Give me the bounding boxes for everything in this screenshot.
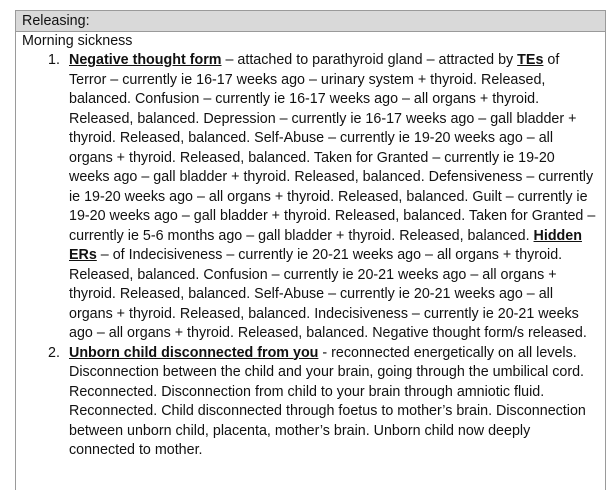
item-text: of Terror – currently ie 16-17 weeks ago – urinary system + thyroid. Released, balanced. Confusion – currently ie 16-17 weeks ago – all organs + thyroid. Released, balanced. Depression – currently ie 16-17 weeks ago – gall bladder + thyroid. Released, balanced. Self-Abuse – currently ie 19-20 weeks ago – all organs + thyroid. Released, balanced. Taken for Granted – currently ie 19-20 weeks ago – gall bladder + thyroid. Released, balanced. Defensiveness – currently ie 19-20 weeks ago – all organs + thyroid. Released, balanced. Guilt – currently ie 19-20 weeks ago – gall bladder + thyroid. Released, balanced. Taken for Granted – currently ie 5-6 months ago – gall bladder + thyroid. Released, balanced. — [69, 52, 596, 244]
item-term: Hidden ERs — [69, 227, 582, 263]
list-number: 2. — [48, 344, 60, 361]
document-table — [15, 10, 606, 490]
item-text: – of Indecisiveness – currently ie 20-21 weeks ago – all organs + thyroid. Released, balanced. Confusion – currently ie 20-21 weeks ago – all organs + thyroid. Released, balanced. Self-Abuse – currently ie 20-21 weeks ago – all organs + thyroid. Released, balanced. Indecisiveness – currently ie 20-21 weeks ago – all organs + thyroid. Released, balanced. Negative thought form/s released. — [69, 247, 587, 341]
item-title: Negative thought form — [69, 52, 222, 68]
item-term: TEs — [517, 52, 544, 68]
item-title: Unborn child disconnected from you — [69, 344, 319, 361]
list-item-2 — [16, 344, 605, 461]
release-list — [16, 51, 605, 461]
item-text: - reconnected energetically on all levels. Disconnection between the child and your brain, going through the umbilical cord. Reconnected. Disconnection from child to your brain through amniotic fluid. Reconnected. Child disconnected through foetus to mother’s brain. Disconnection between unborn child, placenta, mother’s brain. Unborn child now deeply connected to mother. — [69, 344, 586, 458]
list-number: 1. — [48, 52, 60, 68]
list-item-1 — [16, 51, 605, 344]
table-header: Releasing: — [16, 11, 605, 32]
item-text: – attached to parathyroid gland – attracted by — [221, 52, 518, 68]
section-subtitle: Morning sickness — [22, 33, 133, 49]
